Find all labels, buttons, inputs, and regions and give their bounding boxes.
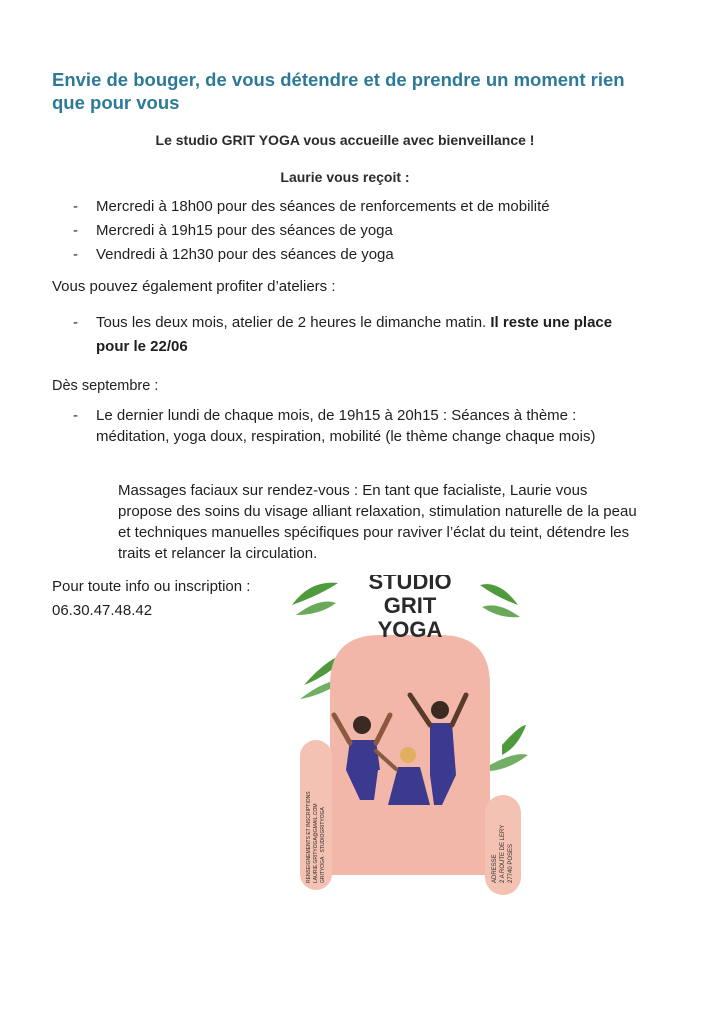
ateliers-text: Tous les deux mois, atelier de 2 heures le dimanche matin.	[96, 314, 487, 331]
contact-info: Pour toute info ou inscription : 06.30.47.48.42	[52, 578, 251, 619]
right-pillar-text: 2 A ROUTE DE LERY	[500, 824, 506, 883]
schedule-item: Mercredi à 19h15 pour des séances de yoga	[96, 222, 393, 239]
right-pillar-text: ADRESSE	[492, 854, 498, 883]
list-item	[0, 311, 636, 359]
left-pillar-text: LAURIE.GRITYOGA@GMAIL.COM	[313, 803, 319, 883]
list-item	[0, 243, 636, 267]
september-item: Le dernier lundi de chaque mois, de 19h15 à 20h15 : Séances à thème : méditation, yoga doux, respiration, mobilité (le thème change chaque mois)	[96, 407, 596, 445]
right-pillar-text: 27740 POSES	[508, 843, 514, 883]
list-item	[0, 405, 641, 447]
schedule-list	[0, 195, 636, 267]
flyer-title-line: YOGA	[377, 617, 443, 642]
page-heading: Envie de bouger, de vous détendre et de prendre un moment rien que pour vous	[52, 69, 625, 113]
list-item	[0, 219, 636, 243]
dash-bullet: -	[73, 407, 78, 424]
left-pillar-text: GRITYOGA · STUDIOGRITYOGA	[320, 807, 326, 883]
laurie-title: Laurie vous reçoit :	[280, 169, 410, 185]
left-pillar-text: RENSEIGNEMENTS ET INSCRIPTIONS	[306, 791, 312, 883]
schedule-item: Mercredi à 18h00 pour des séances de renforcements et de mobilité	[96, 198, 550, 215]
flyer-title-line: STUDIO	[368, 575, 452, 594]
schedule-item: Vendredi à 12h30 pour des séances de yoga	[96, 246, 394, 263]
massage-paragraph: Massages faciaux sur rendez-vous : En tant que facialiste, Laurie vous propose des soins du visage alliant relaxation, stimulation naturelle de la peau et techniques manuelles spécifiques pour raviver l’éclat du teint, détendre les traits et relancer la circulation.	[118, 482, 637, 562]
welcome-line: Le studio GRIT YOGA vous accueille avec bienveillance !	[155, 132, 535, 148]
september-intro: Dès septembre :	[52, 378, 159, 394]
flyer-illustration	[290, 575, 530, 895]
studio-flyer-image	[290, 575, 530, 895]
dash-bullet: -	[73, 314, 78, 331]
dash-bullet: -	[73, 198, 78, 215]
dash-bullet: -	[73, 222, 78, 239]
flyer-title-line: GRIT	[383, 593, 437, 618]
ateliers-list	[0, 311, 636, 359]
list-item	[0, 195, 636, 219]
ateliers-availability: Il reste une place pour le 22/06	[96, 314, 613, 355]
september-list	[0, 405, 641, 447]
dash-bullet: -	[73, 246, 78, 263]
ateliers-intro: Vous pouvez également profiter d’ateliers :	[52, 278, 336, 295]
